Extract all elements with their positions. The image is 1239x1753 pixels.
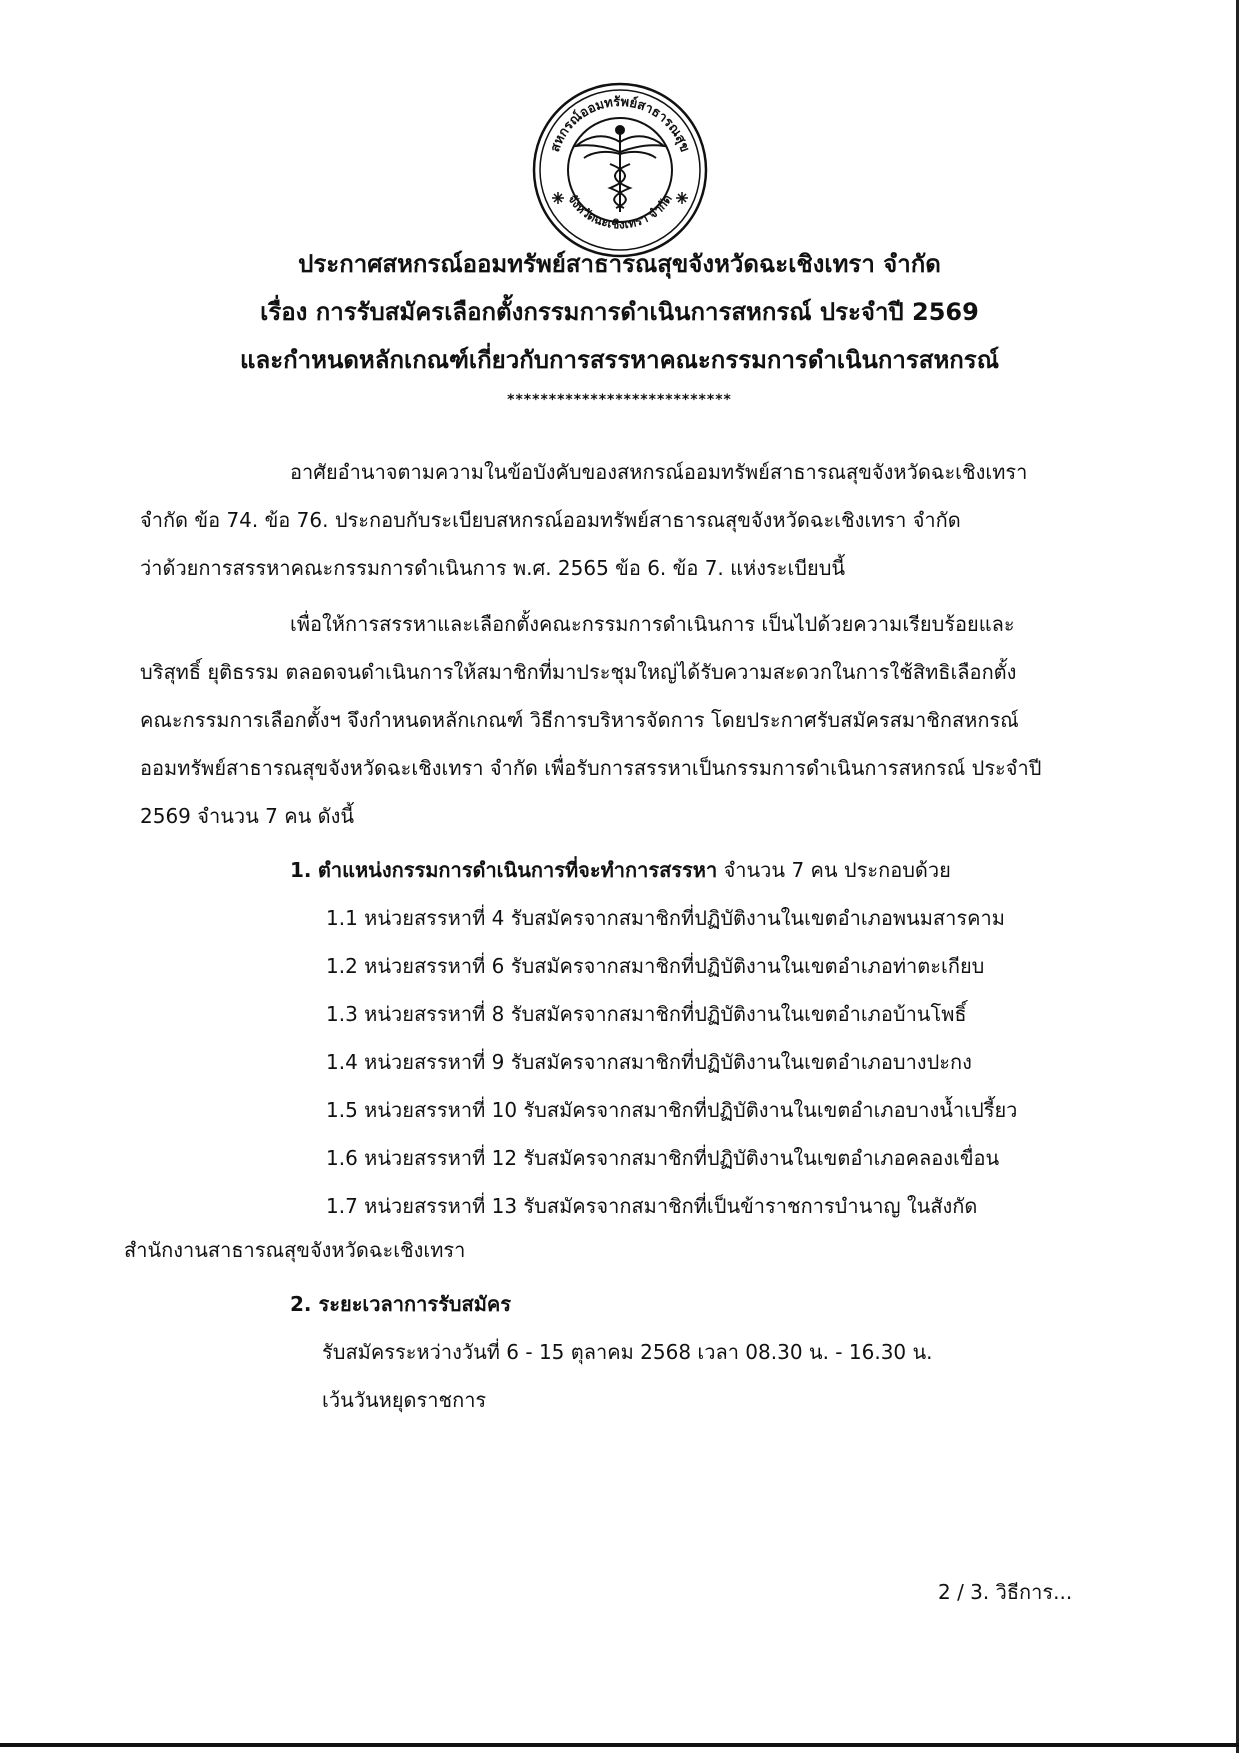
para2-line4: ออมทรัพย์สาธารณสุขจังหวัดฉะเชิงเทรา จำกัด เพื่อรับการสรรหาเป็นกรรมการดำเนินการสหกรณ์ ประจำปี (140, 756, 1042, 780)
seal-text-top: สหกรณ์ออมทรัพย์สาธารณสุข (547, 94, 693, 155)
page-bottom-border (0, 1743, 1239, 1747)
para2-line2: บริสุทธิ์ ยุติธรรม ตลอดจนดำเนินการให้สมาชิกที่มาประชุมใหญ่ได้รับความสะดวกในการใช้สิทธิเลือกตั้ง (140, 660, 1017, 684)
section1-rest: จำนวน 7 คน ประกอบด้วย (723, 858, 951, 882)
announcement-subject-cont: และกำหนดหลักเกณฑ์เกี่ยวกับการสรรหาคณะกรรมการดำเนินการสหกรณ์ (240, 346, 999, 374)
section2-line2: เว้นวันหยุดราชการ (322, 1388, 487, 1412)
section2-title: ระยะเวลาการรับสมัคร (318, 1292, 512, 1316)
para2-line5: 2569 จำนวน 7 คน ดังนี้ (140, 804, 355, 828)
para1-line1: อาศัยอำนาจตามความในข้อบังคับของสหกรณ์ออมทรัพย์สาธารณสุขจังหวัดฉะเชิงเทรา (290, 460, 1028, 484)
para1-line3: ว่าด้วยการสรรหาคณะกรรมการดำเนินการ พ.ศ. 2565 ข้อ 6. ข้อ 7. แห่งระเบียบนี้ (140, 556, 846, 580)
next-page-reference: 2 / 3. วิธีการ... (938, 1580, 1073, 1604)
list-item-continuation: สำนักงานสาธารณสุขจังหวัดฉะเชิงเทรา (124, 1238, 466, 1262)
section1-heading (290, 856, 951, 884)
list-item: 1.6 หน่วยสรรหาที่ 12 รับสมัครจากสมาชิกที่ปฏิบัติงานในเขตอำเภอคลองเขื่อน (326, 1146, 1000, 1170)
list-item: 1.4 หน่วยสรรหาที่ 9 รับสมัครจากสมาชิกที่ปฏิบัติงานในเขตอำเภอบางปะกง (326, 1050, 972, 1074)
para2-line1: เพื่อให้การสรรหาและเลือกตั้งคณะกรรมการดำเนินการ เป็นไปด้วยความเรียบร้อยและ (290, 612, 1015, 636)
section2-line1: รับสมัครระหว่างวันที่ 6 - 15 ตุลาคม 2568 เวลา 08.30 น. - 16.30 น. (322, 1340, 933, 1364)
list-item: 1.1 หน่วยสรรหาที่ 4 รับสมัครจากสมาชิกที่ปฏิบัติงานในเขตอำเภอพนมสารคาม (326, 906, 1005, 930)
seal-text-bottom: จังหวัดฉะเชิงเทรา จำกัด (565, 192, 675, 232)
section2-number: 2. (290, 1292, 312, 1316)
list-item: 1.2 หน่วยสรรหาที่ 6 รับสมัครจากสมาชิกที่ปฏิบัติงานในเขตอำเภอท่าตะเกียบ (326, 954, 985, 978)
para2-line3: คณะกรรมการเลือกตั้งฯ จึงกำหนดหลักเกณฑ์ วิธีการบริหารจัดการ โดยประกาศรับสมัครสมาชิกสหกรณ์ (140, 708, 1019, 732)
section2-heading (290, 1290, 511, 1318)
list-item: 1.7 หน่วยสรรหาที่ 13 รับสมัครจากสมาชิกที่เป็นข้าราชการบำนาญ ในสังกัด (326, 1194, 978, 1218)
announcement-title: ประกาศสหกรณ์ออมทรัพย์สาธารณสุขจังหวัดฉะเชิงเทรา จำกัด (298, 250, 941, 278)
star-right-icon (676, 192, 688, 204)
list-item: 1.3 หน่วยสรรหาที่ 8 รับสมัครจากสมาชิกที่ปฏิบัติงานในเขตอำเภอบ้านโพธิ์ (326, 1002, 967, 1026)
star-left-icon (552, 192, 564, 204)
cooperative-seal (530, 80, 710, 260)
caduceus-icon (576, 126, 664, 212)
list-item: 1.5 หน่วยสรรหาที่ 10 รับสมัครจากสมาชิกที่ปฏิบัติงานในเขตอำเภอบางน้ำเปรี้ยว (326, 1098, 1018, 1122)
announcement-subject: เรื่อง การรับสมัครเลือกตั้งกรรมการดำเนินการสหกรณ์ ประจำปี 2569 (260, 298, 979, 326)
para1-line2: จำกัด ข้อ 74. ข้อ 76. ประกอบกับระเบียบสหกรณ์ออมทรัพย์สาธารณสุขจังหวัดฉะเชิงเทรา จำกัด (140, 508, 961, 532)
separator: *************************** (507, 392, 732, 408)
section1-number: 1. (290, 858, 312, 882)
section1-title: ตำแหน่งกรรมการดำเนินการที่จะทำการสรรหา (317, 858, 718, 882)
